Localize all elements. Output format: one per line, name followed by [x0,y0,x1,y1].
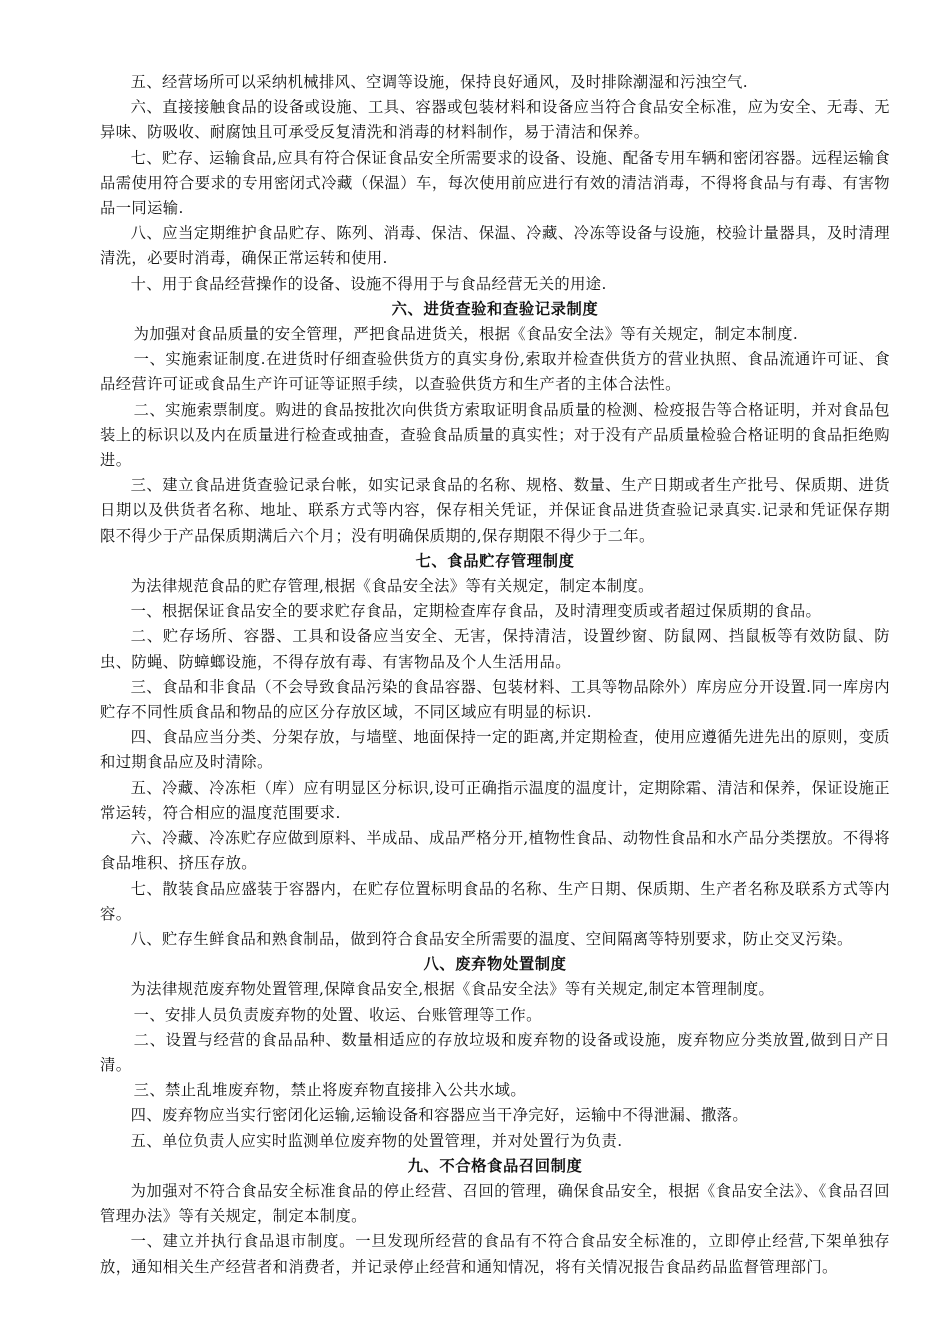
paragraph: 一、根据保证食品安全的要求贮存食品，定期检查库存食品，及时清理变质或者超过保质期的食品。 [130,602,822,621]
paragraph: 七、散装食品应盛装于容器内，在贮存位置标明食品的名称、生产日期、保质期、生产者名称及联系方式等内容。 [100,879,890,923]
document-page [100,70,890,1280]
paragraph: 八、贮存生鲜食品和熟食制品，做到符合食品安全所需要的温度、空间隔离等特别要求，防止交叉污染。 [130,929,853,948]
paragraph: 三、禁止乱堆废弃物，禁止将废弃物直接排入公共水域。 [133,1081,527,1100]
paragraph: 为加强对不符合食品安全标准食品的停止经营、召回的管理，确保食品安全，根据《食品安全法》、《食品召回管理办法》等有关规定，制定本制度。 [100,1181,890,1226]
paragraph: 为法律规范食品的贮存管理,根据《食品安全法》等有关规定，制定本制度。 [130,577,654,596]
paragraph: 四、食品应当分类、分架存放，与墙壁、地面保持一定的距离,并定期检查，使用应遵循先进先出的原则，变质和过期食品应及时清除。 [100,728,890,772]
paragraph: 八、应当定期维护食品贮存、陈列、消毒、保洁、保温、冷藏、冷冻等设备与设施，校验计量器具，及时清理清洗，必要时消毒，确保正常运转和使用. [100,224,890,268]
paragraph: 为加强对食品质量的安全管理，严把食品进货关，根据《食品安全法》等有关规定，制定本制度. [133,325,799,344]
paragraph: 六、冷藏、冷冻贮存应做到原料、半成品、成品严格分开,植物性食品、动物性食品和水产品分类摆放。不得将食品堆积、挤压存放。 [100,829,890,873]
paragraph: 五、单位负责人应实时监测单位废弃物的处置管理，并对处置行为负责. [130,1131,623,1150]
paragraph: 四、废弃物应当实行密闭化运输,运输设备和容器应当干净完好，运输中不得泄漏、撒落。 [130,1106,749,1125]
paragraph: 二、贮存场所、容器、工具和设备应当安全、无害，保持清洁，设置纱窗、防鼠网、挡鼠板等有效防鼠、防虫、防蝇、防蟑螂设施，不得存放有毒、有害物品及个人生活用品。 [100,627,890,671]
paragraph: 一、安排人员负责废弃物的处置、收运、台账管理等工作。 [133,1005,542,1024]
section-heading: 九、不合格食品召回制度 [407,1156,583,1175]
paragraph: 六、直接接触食品的设备或设施、工具、容器或包装材料和设备应当符合食品安全标准，应为安全、无毒、无异味、防吸收、耐腐蚀且可承受反复清洗和消毒的材料制作，易于清洁和保养。 [100,98,890,142]
section-heading: 八、废弃物处置制度 [423,955,567,974]
paragraph: 三、建立食品进货查验记录台帐，如实记录食品的名称、规格、数量、生产日期或者生产批号、保质期、进货日期以及供货者名称、地址、联系方式等内容，保存相关凭证，并保证食品进货查验记录真实.记录和凭证保存期限不得少于产品保质期满后六个月；没有明确保质期的,保存期限不得少于二年。 [100,476,890,545]
paragraph: 五、经营场所可以采纳机械排风、空调等设施，保持良好通风，及时排除潮湿和污浊空气. [130,73,749,91]
section-heading: 七、食品贮存管理制度 [415,551,575,570]
paragraph: 十、用于食品经营操作的设备、设施不得用于与食品经营无关的用途. [130,274,607,293]
paragraph: 一、建立并执行食品退市制度。一旦发现所经营的食品有不符合食品安全标准的，立即停止经营,下架单独存放，通知相关生产经营者和消费者，并记录停止经营和通知情况，将有关情况报告食品药品监督管理部门。 [100,1232,890,1276]
section-heading: 六、进货查验和查验记录制度 [391,299,599,318]
paragraph: 三、食品和非食品（不会导致食品污染的食品容器、包装材料、工具等物品除外）库房应分开设置.同一库房内贮存不同性质食品和物品的应区分存放区域，不同区域应有明显的标识. [100,677,890,722]
paragraph: 为法律规范废弃物处置管理,保障食品安全,根据《食品安全法》等有关规定,制定本管理制度。 [130,980,775,999]
paragraph: 五、冷藏、冷冻柜（库）应有明显区分标识,设可正确指示温度的温度计，定期除霜、清洁和保养，保证设施正常运转，符合相应的温度范围要求. [100,778,890,822]
paragraph: 二、实施索票制度。购进的食品按批次向供货方索取证明食品质量的检测、检疫报告等合格证明，并对食品包装上的标识以及内在质量进行检查或抽查，查验食品质量的真实性；对于没有产品质量检验合格证明的食品拒绝购进。 [100,400,890,470]
paragraph: 七、贮存、运输食品,应具有符合保证食品安全所需要求的设备、设施、配备专用车辆和密闭容器。远程运输食品需使用符合要求的专用密闭式冷藏（保温）车，每次使用前应进行有效的清洁消毒，不得将食品与有毒、有害物品一同运输. [100,148,890,218]
paragraph: 二、设置与经营的食品品种、数量相适应的存放垃圾和废弃物的设备或设施，废弃物应分类放置,做到日产日清。 [100,1030,890,1074]
paragraph: 一、实施索证制度.在进货时仔细查验供货方的真实身份,索取并检查供货方的营业执照、食品流通许可证、食品经营许可证或食品生产许可证等证照手续，以查验供货方和生产者的主体合法性。 [100,350,890,394]
